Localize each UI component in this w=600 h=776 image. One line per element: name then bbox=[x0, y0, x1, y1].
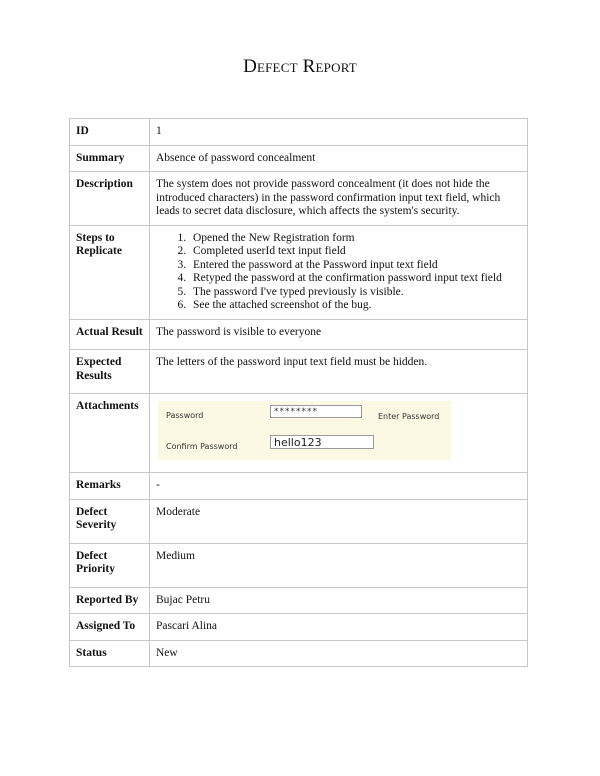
row-defect-severity bbox=[70, 499, 528, 543]
row-label: ID bbox=[70, 119, 150, 146]
row-summary bbox=[70, 145, 528, 172]
row-value: Pascari Alina bbox=[150, 614, 528, 641]
row-label: Actual Result bbox=[70, 319, 150, 350]
step-item: 5. The password I've typed previously is visible. bbox=[189, 286, 521, 300]
row-label: Summary bbox=[70, 145, 150, 172]
row-attachments bbox=[70, 394, 528, 473]
row-value bbox=[150, 225, 528, 319]
row-defect-priority bbox=[70, 543, 528, 587]
row-assigned-to bbox=[70, 614, 528, 641]
row-value: Medium bbox=[150, 543, 528, 587]
row-value: Moderate bbox=[150, 499, 528, 543]
row-value: The letters of the password input text field must be hidden. bbox=[150, 350, 528, 394]
password-hint: Enter Password bbox=[378, 412, 440, 421]
step-item: 2. Completed userId text input field bbox=[189, 245, 521, 259]
row-value: - bbox=[150, 473, 528, 500]
row-label: Steps to Replicate bbox=[70, 225, 150, 319]
password-label: Password bbox=[166, 411, 204, 420]
row-value: 1 bbox=[150, 119, 528, 146]
defect-report-table bbox=[69, 118, 528, 667]
page-title: Defect Report bbox=[243, 56, 357, 77]
row-id bbox=[70, 119, 528, 146]
confirm-password-input: hello123 bbox=[270, 435, 374, 449]
row-label: Assigned To bbox=[70, 614, 150, 641]
row-status bbox=[70, 640, 528, 667]
row-value: Absence of password concealment bbox=[150, 145, 528, 172]
step-item: 3. Entered the password at the Password input text field bbox=[189, 259, 521, 273]
steps-list bbox=[156, 232, 521, 313]
row-value bbox=[150, 394, 528, 473]
row-label: Expected Results bbox=[70, 350, 150, 394]
row-value: The password is visible to everyone bbox=[150, 319, 528, 350]
row-label: Defect Priority bbox=[70, 543, 150, 587]
row-description bbox=[70, 172, 528, 226]
row-steps bbox=[70, 225, 528, 319]
row-label: Attachments bbox=[70, 394, 150, 473]
row-label: Description bbox=[70, 172, 150, 226]
step-item: 1. Opened the New Registration form bbox=[189, 232, 521, 246]
row-remarks bbox=[70, 473, 528, 500]
row-value: New bbox=[150, 640, 528, 667]
attachment-screenshot bbox=[158, 401, 451, 460]
row-label: Remarks bbox=[70, 473, 150, 500]
row-actual-result bbox=[70, 319, 528, 350]
confirm-password-label: Confirm Password bbox=[166, 442, 238, 451]
row-expected-results bbox=[70, 350, 528, 394]
step-item: 6. See the attached screenshot of the bug. bbox=[189, 299, 521, 313]
row-reported-by bbox=[70, 587, 528, 614]
row-label: Reported By bbox=[70, 587, 150, 614]
row-value: The system does not provide password concealment (it does not hide the introduced characters) in the password confirmation input text field, which leads to secret data disclosure, which affects the system's security. bbox=[150, 172, 528, 226]
row-label: Status bbox=[70, 640, 150, 667]
step-item: 4. Retyped the password at the confirmation password input text field bbox=[189, 272, 521, 286]
row-label: Defect Severity bbox=[70, 499, 150, 543]
row-value: Bujac Petru bbox=[150, 587, 528, 614]
password-input: ******** bbox=[270, 405, 362, 418]
